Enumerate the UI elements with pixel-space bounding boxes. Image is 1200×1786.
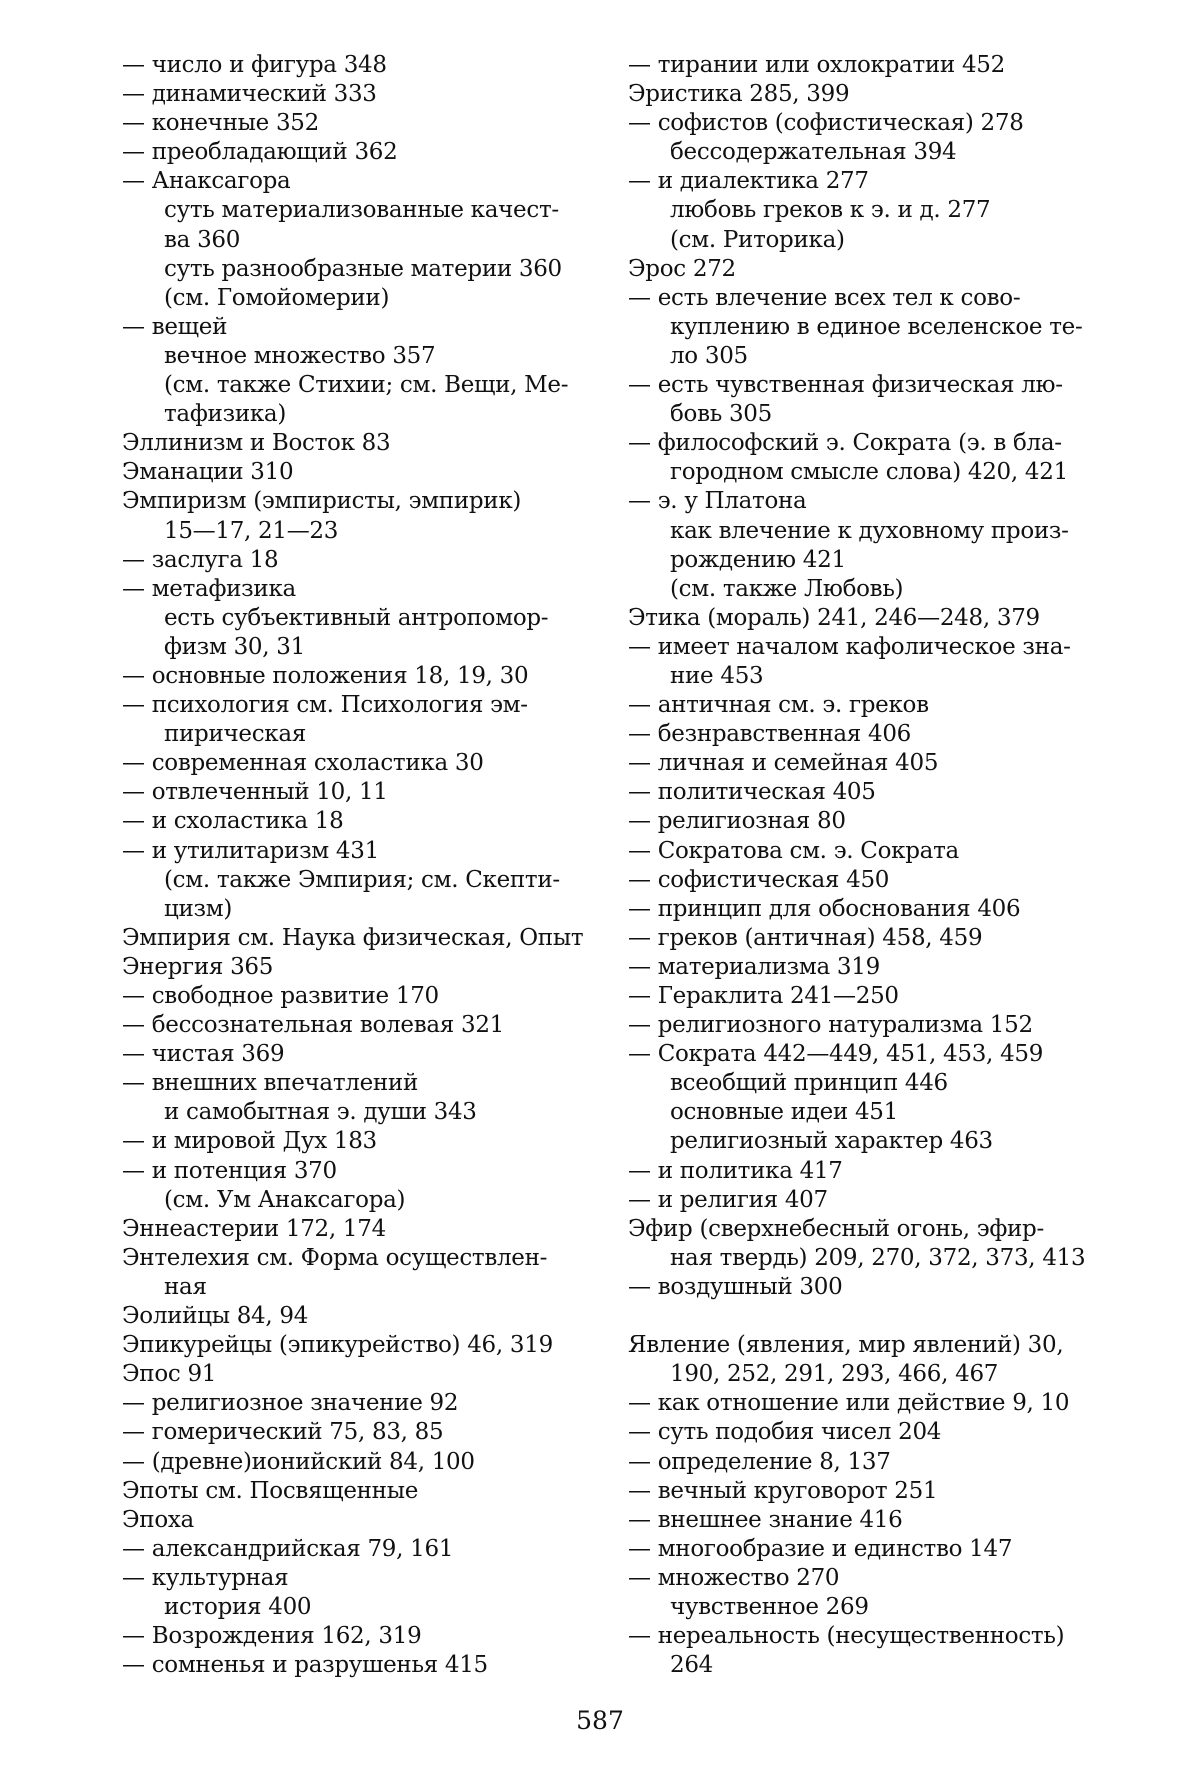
index-entry: (см. Гомойомерии)	[164, 284, 390, 311]
index-entry: — внешних впечатлений	[122, 1070, 418, 1097]
index-entry: — э. у Платона	[628, 488, 807, 515]
index-entry: ва 360	[164, 226, 241, 253]
index-entry: суть материализованные качест-	[164, 197, 559, 224]
index-entry: — и утилитаризм 431	[122, 837, 379, 864]
index-entry	[628, 1302, 1098, 1331]
index-entry: — и политика 417	[628, 1157, 843, 1184]
index-entry: вечное множество 357	[164, 342, 436, 369]
index-entry: — и религия 407	[628, 1186, 828, 1213]
index-entry: — и диалектика 277	[628, 168, 869, 195]
index-entry: — имеет началом кафолическое зна-	[628, 633, 1071, 660]
index-entry: ная	[164, 1273, 207, 1300]
index-entry: — материализма 319	[628, 953, 880, 980]
index-entry: бессодержательная 394	[670, 139, 957, 166]
index-entry: 264	[670, 1652, 713, 1679]
index-entry: — множество 270	[628, 1564, 840, 1591]
index-entry: Этика (мораль) 241, 246—248, 379	[628, 604, 1040, 631]
index-entry: — число и фигура 348	[122, 52, 387, 78]
index-entry: — религиозное значение 92	[122, 1390, 459, 1417]
index-entry: — тирании или охлократии 452	[628, 52, 1005, 78]
index-entry: — и потенция 370	[122, 1157, 337, 1184]
index-entry: — Гераклита 241—250	[628, 983, 899, 1009]
index-entry: бовь 305	[670, 401, 772, 428]
index-entry: Эрос 272	[628, 255, 736, 282]
index-entry: цизм)	[164, 895, 233, 922]
index-entry: Энергия 365	[122, 953, 274, 980]
index-entry: — нереальность (несущественность)	[628, 1623, 1065, 1650]
page-number: 587	[576, 1706, 624, 1735]
index-entry: Эпос 91	[122, 1361, 217, 1388]
index-entry: суть разнообразные материи 360	[164, 255, 562, 282]
index-entry: — политическая 405	[628, 779, 876, 806]
index-entry: Эмпиризм (эмпиристы, эмпирик)	[122, 488, 522, 515]
index-entry: пирическая	[164, 721, 307, 748]
index-entry: — александрийская 79, 161	[122, 1535, 454, 1562]
index-entry: Эманации 310	[122, 459, 294, 486]
index-entry: — заслуга 18	[122, 546, 279, 573]
index-entry: история 400	[164, 1593, 312, 1620]
index-entry: — динамический 333	[122, 81, 377, 108]
index-entry: — философский э. Сократа (э. в бла-	[628, 430, 1062, 457]
index-entry: — есть влечение всех тел к сово-	[628, 284, 1021, 311]
index-entry: (см. Риторика)	[670, 226, 845, 253]
index-entry: ло 305	[670, 342, 748, 369]
index-entry: — Анаксагора	[122, 168, 291, 195]
index-entry: (см. также Эмпирия; см. Скепти-	[164, 866, 560, 893]
index-entry: — греков (античная) 458, 459	[628, 924, 983, 951]
index-entry: — (древне)ионийский 84, 100	[122, 1448, 475, 1475]
index-entry: ние 453	[670, 662, 764, 689]
index-entry: Эолийцы 84, 94	[122, 1303, 309, 1330]
index-entry: Эмпирия см. Наука физическая, Опыт	[122, 924, 584, 951]
index-entry: — чистая 369	[122, 1041, 285, 1068]
index-entry: — как отношение или действие 9, 10	[628, 1390, 1070, 1417]
index-entry: — сомненья и разрушенья 415	[122, 1652, 488, 1679]
index-entry: — софистов (софистическая) 278	[628, 110, 1024, 137]
index-entry: — бессознательная волевая 321	[122, 1012, 504, 1039]
index-column-left	[122, 51, 590, 1680]
index-entry: чувственное 269	[670, 1593, 869, 1620]
index-entry: — определение 8, 137	[628, 1448, 891, 1475]
index-entry: — основные положения 18, 19, 30	[122, 662, 529, 689]
index-entry: — безнравственная 406	[628, 721, 911, 748]
index-entry: — гомерический 75, 83, 85	[122, 1419, 444, 1446]
index-entry: — Сократа 442—449, 451, 453, 459	[628, 1041, 1044, 1068]
index-entry: — принцип для обоснования 406	[628, 895, 1021, 922]
index-entry: — свободное развитие 170	[122, 983, 439, 1009]
index-entry: Эпикурейцы (эпикурейство) 46, 319	[122, 1332, 553, 1359]
index-entry: — античная см. э. греков	[628, 692, 929, 719]
index-entry: — вещей	[122, 313, 228, 340]
index-entry: — личная и семейная 405	[628, 750, 939, 777]
index-entry: — психология см. Психология эм-	[122, 692, 528, 719]
index-entry: — современная схоластика 30	[122, 750, 484, 777]
index-entry: — Сократова см. э. Сократа	[628, 837, 959, 864]
index-entry: любовь греков к э. и д. 277	[670, 197, 991, 224]
index-entry: — культурная	[122, 1564, 289, 1591]
index-entry: ная твердь) 209, 270, 372, 373, 413	[670, 1244, 1086, 1271]
index-entry: как влечение к духовному произ-	[670, 517, 1069, 544]
index-entry: 190, 252, 291, 293, 466, 467	[670, 1361, 999, 1388]
index-entry: — и схоластика 18	[122, 808, 344, 835]
index-entry: (см. также Любовь)	[670, 575, 904, 602]
index-entry: Эпоха	[122, 1506, 194, 1533]
index-entry: Явление (явления, мир явлений) 30,	[628, 1332, 1064, 1359]
index-entry: — и мировой Дух 183	[122, 1128, 377, 1155]
index-entry: 15—17, 21—23	[164, 517, 339, 544]
index-entry: — преобладающий 362	[122, 139, 398, 166]
index-entry: — религиозная 80	[628, 808, 846, 835]
index-entry: — вечный круговорот 251	[628, 1477, 938, 1504]
index-entry: Эристика 285, 399	[628, 81, 850, 108]
index-entry: (см. Ум Анаксагора)	[164, 1186, 406, 1213]
index-entry: — религиозного натурализма 152	[628, 1012, 1033, 1039]
index-entry: (см. также Стихии; см. Вещи, Ме-	[164, 372, 569, 399]
index-entry: — софистическая 450	[628, 866, 890, 893]
index-entry: религиозный характер 463	[670, 1128, 993, 1155]
index-entry: — суть подобия чисел 204	[628, 1419, 942, 1446]
index-entry: рождению 421	[670, 546, 846, 573]
index-entry: Эпоты см. Посвященные	[122, 1477, 419, 1504]
index-entry: физм 30, 31	[164, 633, 305, 660]
index-entry: есть субъективный антропомор-	[164, 604, 549, 631]
index-entry: основные идеи 451	[670, 1099, 898, 1126]
index-entry: Эфир (сверхнебесный огонь, эфир-	[628, 1215, 1044, 1242]
index-entry: городном смысле слова) 420, 421	[670, 459, 1068, 486]
index-entry: — внешнее знание 416	[628, 1506, 903, 1533]
index-entry: куплению в единое вселенское те-	[670, 313, 1083, 340]
index-entry: — отвлеченный 10, 11	[122, 779, 388, 806]
index-column-right	[628, 51, 1098, 1680]
index-entry: — конечные 352	[122, 110, 319, 137]
index-entry: Эллинизм и Восток 83	[122, 430, 391, 457]
index-entry: Эннеастерии 172, 174	[122, 1215, 386, 1242]
index-entry: — есть чувственная физическая лю-	[628, 372, 1063, 399]
index-entry: и самобытная э. души 343	[164, 1099, 477, 1126]
index-entry: — метафизика	[122, 575, 296, 602]
index-entry: Энтелехия см. Форма осуществлен-	[122, 1244, 548, 1271]
index-entry: — многообразие и единство 147	[628, 1535, 1013, 1562]
index-entry: — воздушный 300	[628, 1273, 843, 1300]
index-entry: тафизика)	[164, 401, 287, 428]
index-entry: — Возрождения 162, 319	[122, 1623, 422, 1650]
index-entry: всеобщий принцип 446	[670, 1070, 948, 1097]
